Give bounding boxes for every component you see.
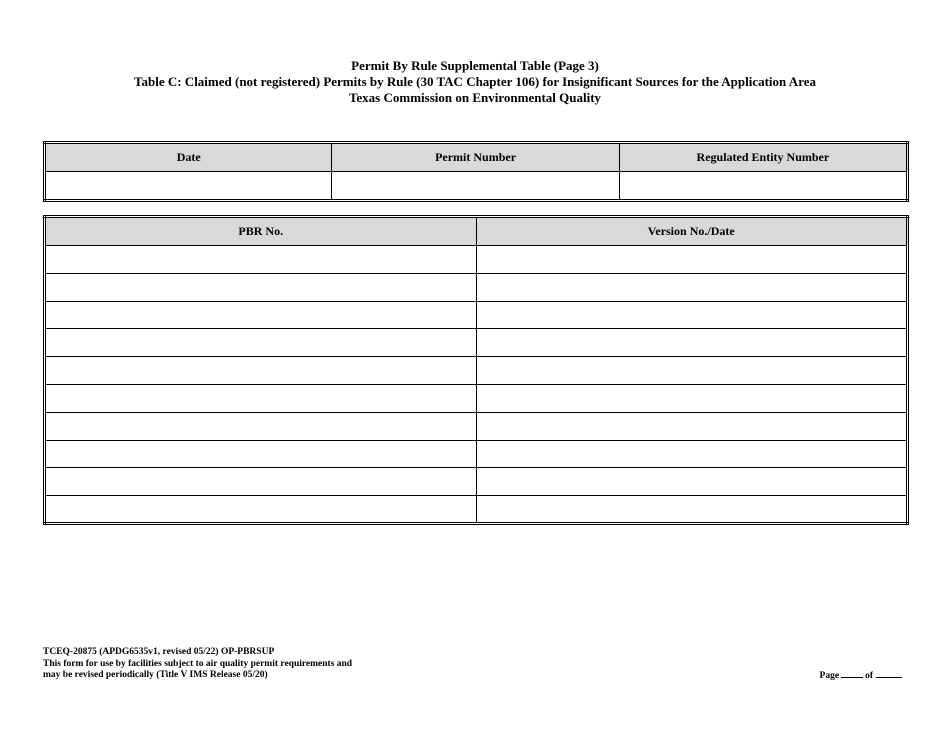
table-title: Table C: Claimed (not registered) Permits by Rule (30 TAC Chapter 106) for Insignificant Sources for the Application Area xyxy=(134,74,816,89)
version-no-date-cell[interactable] xyxy=(476,357,908,385)
pbr-no-cell[interactable] xyxy=(45,301,477,329)
version-no-date-cell[interactable] xyxy=(476,273,908,301)
pbr-no-cell[interactable] xyxy=(45,412,477,440)
of-label: of xyxy=(865,671,873,681)
pbr-no-cell[interactable] xyxy=(45,357,477,385)
pbr-no-cell[interactable] xyxy=(45,273,477,301)
form-footer xyxy=(43,647,352,682)
version-no-date-cell[interactable] xyxy=(476,412,908,440)
permit-info-table xyxy=(43,141,909,202)
pbr-no-cell[interactable] xyxy=(45,384,477,412)
table-row xyxy=(45,329,908,357)
regulated-entity-number-cell[interactable] xyxy=(619,172,907,201)
pbr-no-cell[interactable] xyxy=(45,496,477,524)
table-row xyxy=(45,246,908,274)
version-no-date-cell[interactable] xyxy=(476,468,908,496)
page-number-blank[interactable] xyxy=(841,669,863,678)
pbr-no-cell[interactable] xyxy=(45,468,477,496)
version-no-date-cell[interactable] xyxy=(476,440,908,468)
agency-name: Texas Commission on Environmental Quality xyxy=(348,90,602,105)
table-row xyxy=(45,301,908,329)
total-pages-blank[interactable] xyxy=(876,669,902,678)
permit-number-cell[interactable] xyxy=(332,172,619,201)
pbr-table xyxy=(43,215,909,525)
version-no-date-cell[interactable] xyxy=(476,384,908,412)
table-row xyxy=(45,273,908,301)
pbr-no-cell[interactable] xyxy=(45,246,477,274)
pbr-no-header: PBR No. xyxy=(45,217,477,246)
table-header-row xyxy=(45,143,908,172)
table-row xyxy=(45,384,908,412)
version-no-date-cell[interactable] xyxy=(476,301,908,329)
version-no-date-cell[interactable] xyxy=(476,329,908,357)
page-number-field xyxy=(820,669,902,681)
date-cell[interactable] xyxy=(45,172,332,201)
table-row xyxy=(45,496,908,524)
pbr-no-cell[interactable] xyxy=(45,329,477,357)
form-id: TCEQ-20875 (APDG6535v1, revised 05/22) OP-PBRSUP xyxy=(43,647,275,657)
footer-note-line1: This form for use by facilities subject to air quality permit requirements and xyxy=(43,658,353,669)
version-no-date-cell[interactable] xyxy=(476,246,908,274)
version-no-date-header: Version No./Date xyxy=(476,217,908,246)
regulated-entity-number-header: Regulated Entity Number xyxy=(619,143,907,172)
pbr-no-cell[interactable] xyxy=(45,440,477,468)
footer-note-line2: may be revised periodically (Title V IMS Release 05/20) xyxy=(43,670,268,680)
form-header xyxy=(0,58,950,106)
form-title: Permit By Rule Supplemental Table (Page 3) xyxy=(351,58,599,73)
table-header-row xyxy=(45,217,908,246)
table-row xyxy=(45,468,908,496)
table-row xyxy=(45,172,908,201)
permit-number-header: Permit Number xyxy=(332,143,619,172)
page-label: Page xyxy=(819,671,840,681)
table-row xyxy=(45,357,908,385)
table-row xyxy=(45,412,908,440)
version-no-date-cell[interactable] xyxy=(476,496,908,524)
table-row xyxy=(45,440,908,468)
date-header: Date xyxy=(45,143,332,172)
